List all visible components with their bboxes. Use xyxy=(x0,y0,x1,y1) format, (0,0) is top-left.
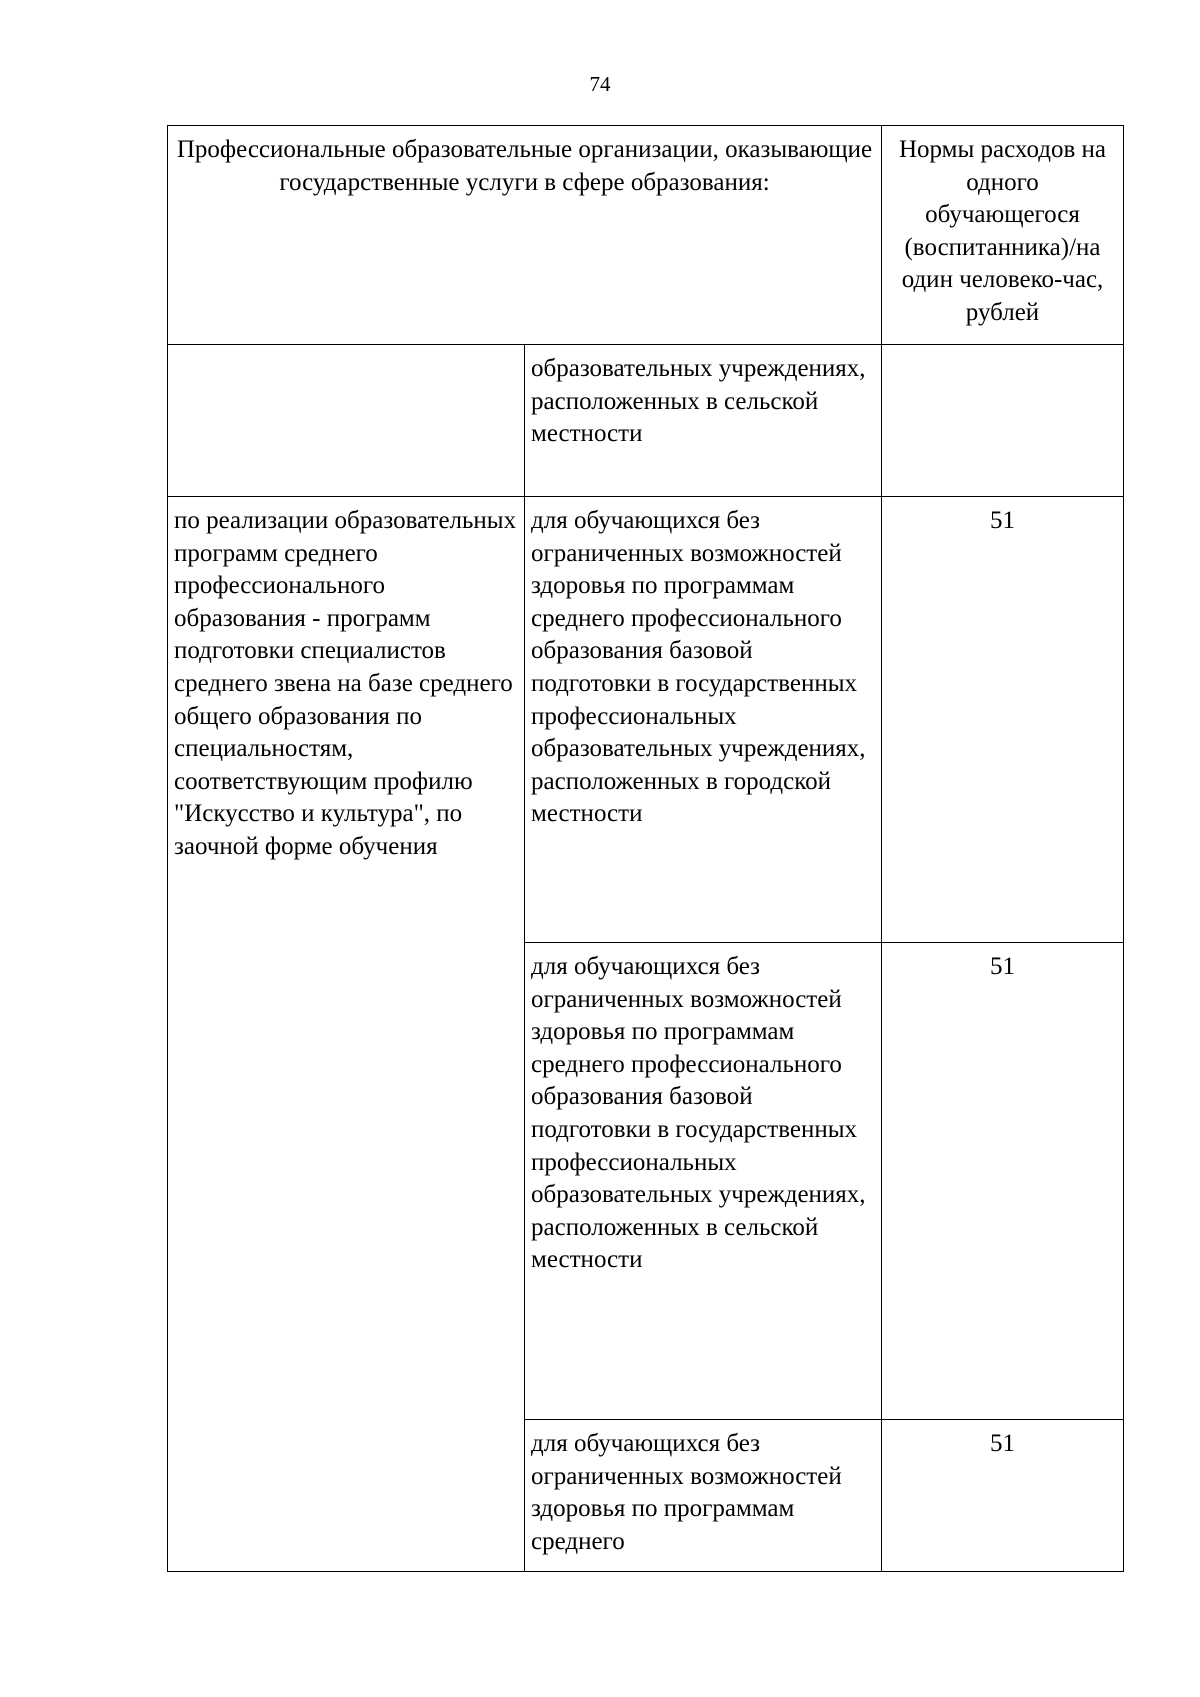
category-cell xyxy=(525,1420,882,1572)
category-cell xyxy=(525,943,882,1420)
service-cell xyxy=(168,497,525,1572)
table-header-row xyxy=(168,126,1124,345)
service-text: по реализации образовательных программ среднего профессионального образования - программ подготовки специалистов среднего звена на базе среднего общего образования по специальностям, соответствующим профилю "Искусство и культура", по заочной форме обучения xyxy=(174,507,517,860)
table-row xyxy=(168,497,1124,943)
header-organizations: Профессиональные образовательные организации, оказывающие государственные услуги в сфере образования: xyxy=(176,136,873,196)
value-text: 51 xyxy=(990,953,1015,980)
category-cell xyxy=(525,497,882,943)
header-norms: Нормы расходов на одного обучающегося (воспитанника)/на один человеко-час, рублей xyxy=(899,136,1106,326)
category-text: для обучающихся без ограниченных возможностей здоровья по программам среднего профессионального образования базовой подготовки в государственных профессиональных образовательных учреждениях, расположенных в городской местности xyxy=(531,507,866,828)
norms-table xyxy=(167,125,1124,1572)
value-cell xyxy=(882,345,1124,497)
category-text: для обучающихся без ограниченных возможностей здоровья по программам среднего профессионального образования базовой подготовки в государственных профессиональных образовательных учреждениях, расположенных в сельской местности xyxy=(531,953,866,1274)
category-text: образовательных учреждениях, расположенных в сельской местности xyxy=(531,355,866,448)
value-cell xyxy=(882,943,1124,1420)
value-text: 51 xyxy=(990,507,1015,534)
value-cell xyxy=(882,497,1124,943)
value-text: 51 xyxy=(990,1430,1015,1457)
header-norms-cell xyxy=(882,126,1124,345)
header-organizations-cell xyxy=(168,126,882,345)
service-cell xyxy=(168,345,525,497)
category-cell xyxy=(525,345,882,497)
page-number: 74 xyxy=(589,72,611,96)
table-row xyxy=(168,345,1124,497)
value-cell xyxy=(882,1420,1124,1572)
category-text: для обучающихся без ограниченных возможностей здоровья по программам среднего xyxy=(531,1430,842,1555)
